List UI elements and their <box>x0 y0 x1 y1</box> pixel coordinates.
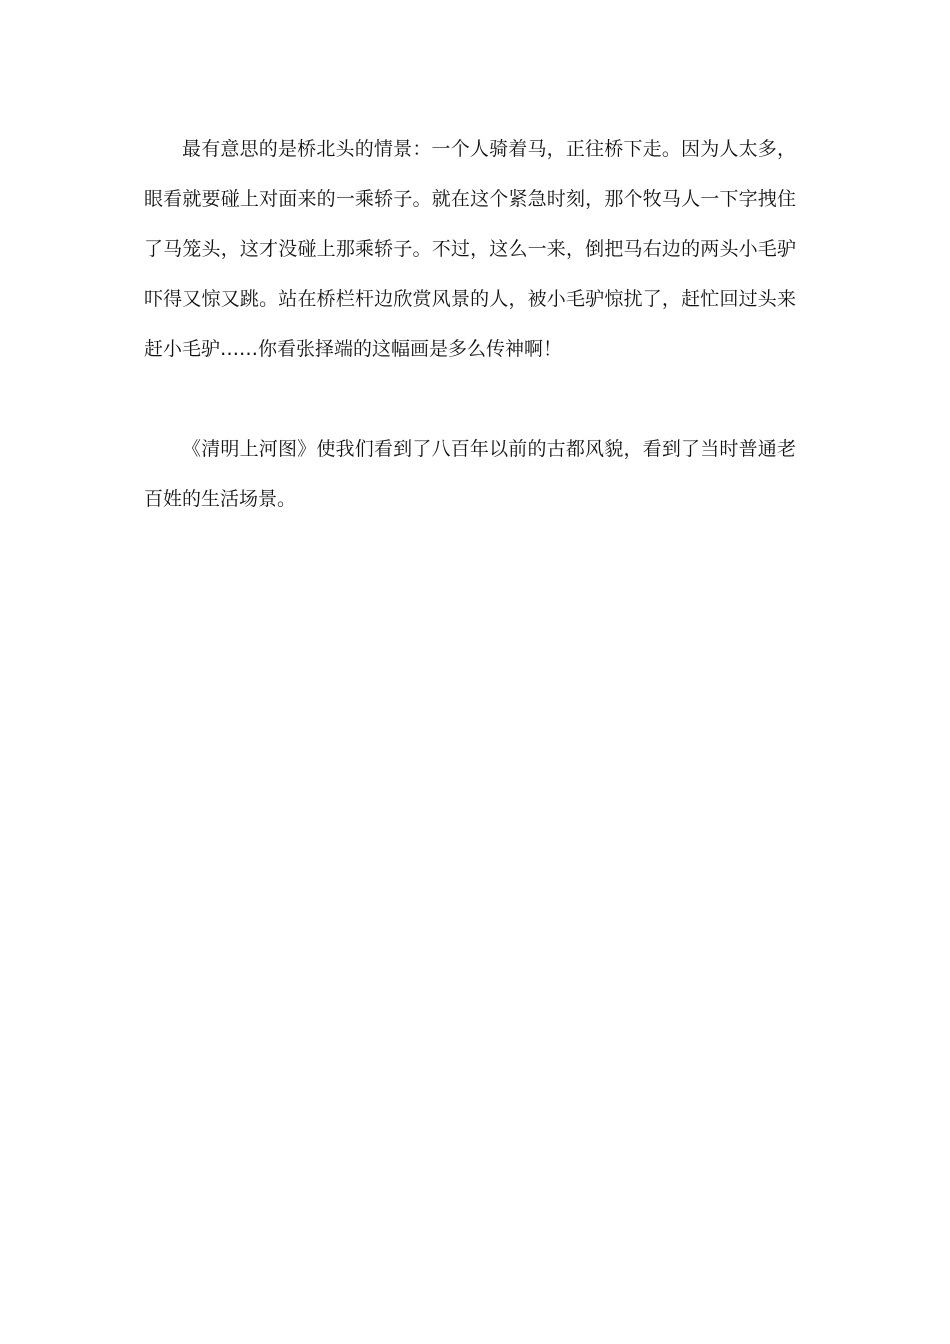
paragraph-line: 了马笼头，这才没碰上那乘轿子。不过，这么一来，倒把马右边的两头小毛驴 <box>144 238 796 260</box>
paragraph-line: 《清明上河图》使我们看到了八百年以前的古都风貌，看到了当时普通老 <box>182 438 796 460</box>
paragraph-line: 百姓的生活场景。 <box>144 488 297 510</box>
paragraph-line: 眼看就要碰上对面来的一乘轿子。就在这个紧急时刻，那个牧马人一下字拽住 <box>144 188 796 210</box>
paragraph-conclusion <box>144 424 796 524</box>
paragraph-spacer <box>144 374 796 424</box>
paragraph-line: 赶小毛驴……你看张择端的这幅画是多么传神啊！ <box>144 338 563 360</box>
paragraph-bridge-scene <box>144 124 796 374</box>
paragraph-line: 吓得又惊又跳。站在桥栏杆边欣赏风景的人，被小毛驴惊扰了，赶忙回过头来 <box>144 288 796 310</box>
paragraph-line: 最有意思的是桥北头的情景：一个人骑着马，正往桥下走。因为人太多， <box>182 138 796 160</box>
document-body <box>144 124 796 524</box>
